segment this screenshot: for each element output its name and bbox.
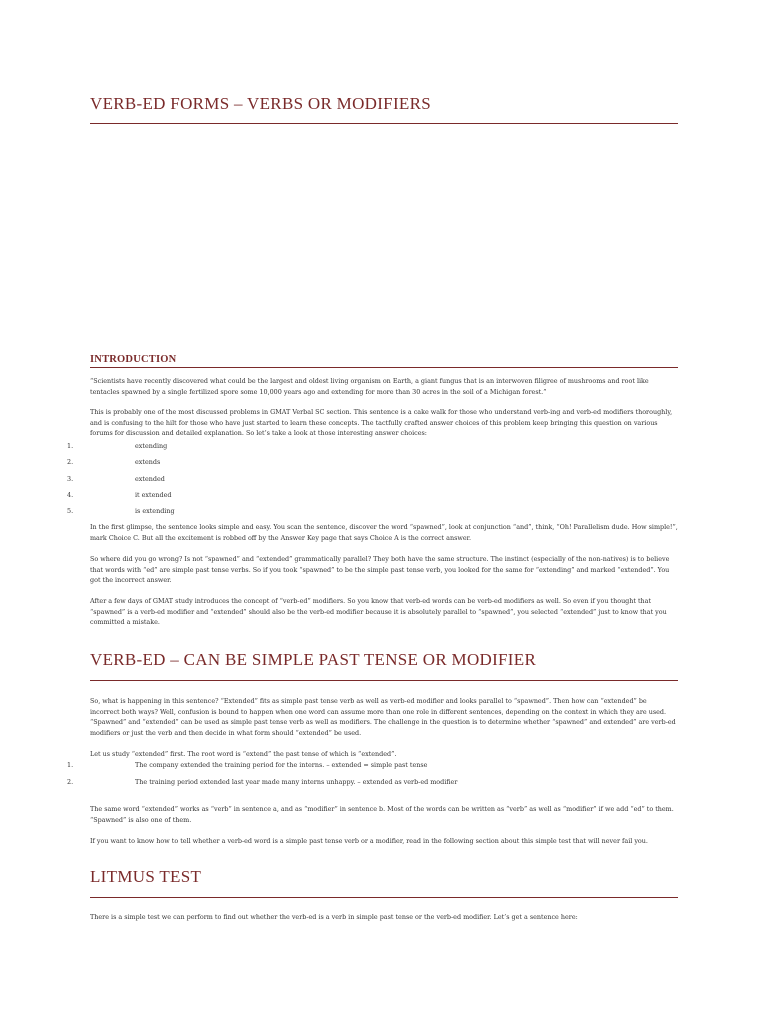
list-item — [0, 490, 700, 501]
list-item — [0, 760, 700, 771]
list-number: 4. — [67, 491, 74, 499]
list-text: extended — [135, 475, 165, 483]
section-divider — [90, 680, 678, 681]
intro-heading: INTRODUCTION — [90, 354, 177, 365]
list-item — [0, 457, 700, 468]
list-number: 1. — [67, 761, 74, 769]
list-number: 2. — [67, 458, 74, 466]
section-paragraph: Let us study “extended” first. The root word is “extend” the past tense of which is “extended”. — [90, 750, 397, 758]
section-paragraph: If you want to know how to tell whether a verb-ed word is a simple past tense verb or a modifier, read in the following section about this simple test that will never fail you. — [90, 837, 648, 845]
section-paragraph: There is a simple test we can perform to find out whether the verb-ed is a verb in simple past tense or the verb-ed modifier. Let’s get a sentence here: — [90, 913, 578, 921]
section-heading: LITMUS TEST — [90, 867, 202, 886]
intro-quote: “Scientists have recently discovered what could be the largest and oldest living organism on Earth, a giant fungus that is an interwoven filigree of mushrooms and root like tentacles spawned by a single fertilized spore some 10,000 years ago and extending for more than 30 acres in the soil of a Michigan forest.” — [90, 377, 649, 396]
page-title: VERB-ED FORMS – VERBS OR MODIFIERS — [90, 94, 431, 113]
list-text: is extending — [135, 507, 175, 515]
list-number: 1. — [67, 442, 74, 450]
section-paragraph: The same word “extended” works as “verb” in sentence a, and as “modifier” in sentence b. Most of the words can be written as “verb” as well as “modifier” if we add “ed” to them. “Spawned” is also one of them. — [90, 805, 674, 824]
intro-divider — [90, 367, 678, 368]
section-paragraph: So, what is happening in this sentence? “Extended” fits as simple past tense verb as well as verb-ed modifier and looks parallel to “spawned”. Then how can “extended” be incorrect both ways? Well, confusion is bound to happen when one word can assume more than one role in different sentences, depending on the context in which they are used. “Spawned” and “extended” can be used as simple past tense verb as well as modifiers. The challenge in the question is to determine whether “spawned” and extended” are verb-ed modifiers or just the verb and then decide in what form should “extended” be used. — [90, 697, 676, 737]
list-text: extends — [135, 458, 161, 466]
intro-paragraph: So where did you go wrong? Is not “spawned” and “extended” grammatically parallel? They both have the same structure. The instinct (especially of the non-natives) is to believe that words with “ed” are simple past tense verbs. So if you took “spawned” to be the simple past tense verb, you looked for the same for “extending” and marked “extended”. You got the incorrect answer. — [90, 555, 670, 585]
list-text: The training period extended last year made many interns unhappy. – extended as verb-ed modifier — [135, 778, 458, 786]
list-item — [0, 777, 700, 788]
intro-paragraph: This is probably one of the most discussed problems in GMAT Verbal SC section. This sentence is a cake walk for those who understand verb-ing and verb-ed modifiers thoroughly, and is confusing to the hilt for those who have just started to learn these concepts. The tactfully crafted answer choices of this problem keep bringing this question on various forums for discussion and detailed explanation. So let’s take a look at those interesting answer choices: — [90, 408, 673, 438]
list-text: extending — [135, 442, 168, 450]
list-number: 5. — [67, 507, 74, 515]
list-number: 2. — [67, 778, 74, 786]
list-number: 3. — [67, 475, 74, 483]
list-text: The company extended the training period for the interns. – extended = simple past tense — [135, 761, 428, 769]
intro-paragraph: After a few days of GMAT study introduces the concept of “verb-ed” modifiers. So you know that verb-ed words can be verb-ed modifiers as well. So even if you thought that “spawned” is a verb-ed modifier and “extended” should also be the verb-ed modifier because it is absolutely parallel to “spawned”, you selected “extended” just to know that you committed a mistake. — [90, 597, 667, 627]
section-heading: VERB-ED – CAN BE SIMPLE PAST TENSE OR MODIFIER — [90, 650, 537, 669]
section-divider — [90, 897, 678, 898]
list-text: it extended — [135, 491, 172, 499]
title-divider — [90, 123, 678, 124]
list-item — [0, 441, 700, 452]
list-item — [0, 474, 700, 485]
list-item — [0, 506, 700, 517]
intro-paragraph: In the first glimpse, the sentence looks simple and easy. You scan the sentence, discover the word “spawned”, look at conjunction “and”, think, “Oh! Parallelism dude. How simple!”, mark Choice C. But all the excitement is robbed off by the Answer Key page that says Choice A is the correct answer. — [90, 523, 678, 542]
